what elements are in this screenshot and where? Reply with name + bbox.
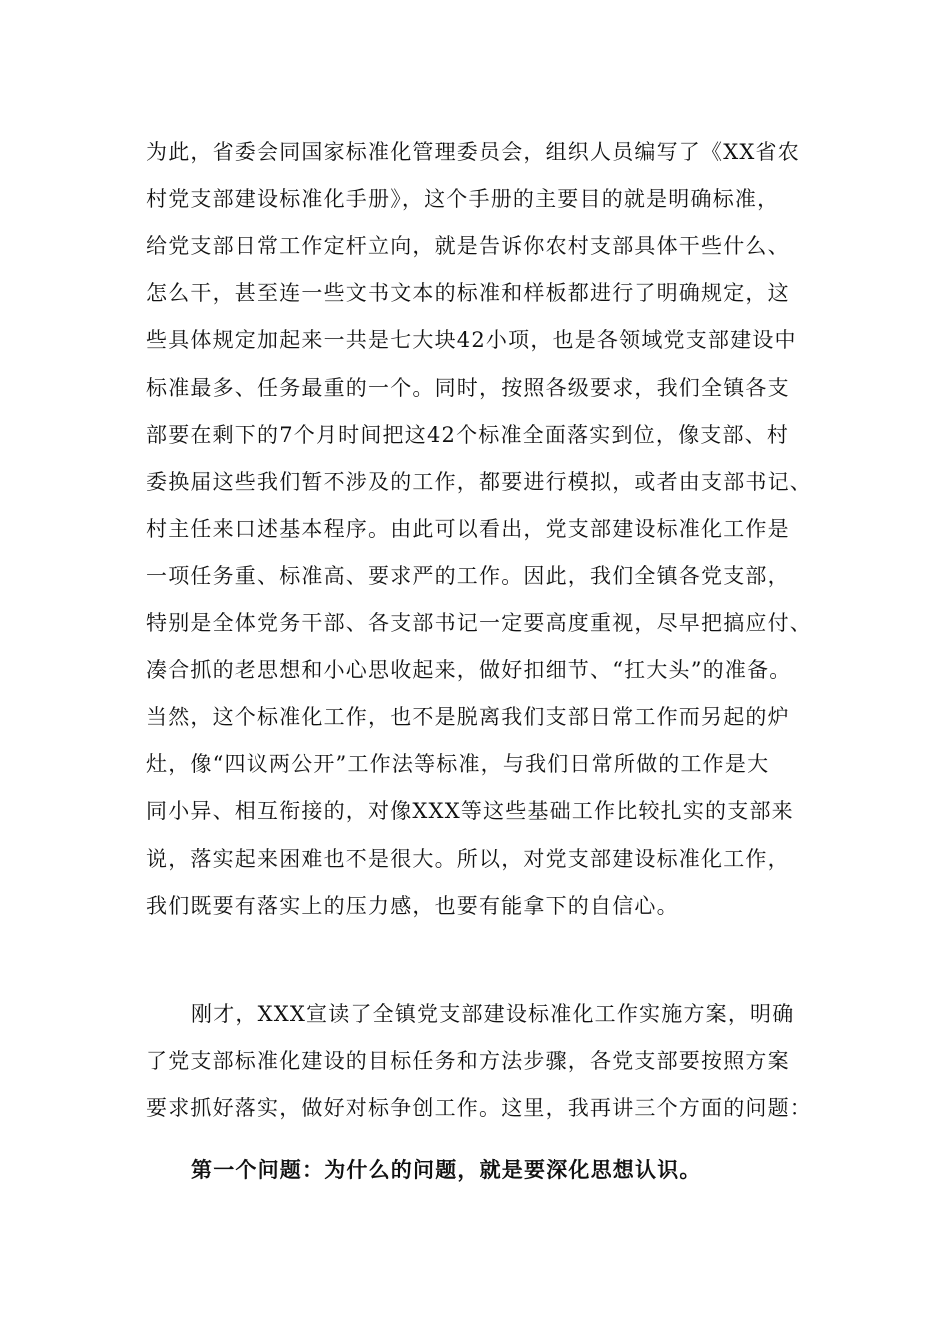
text-line: 要求抓好落实，做好对标争创工作。这里，我再讲三个方面的问题： <box>146 1096 812 1120</box>
text-line: 部要在剩下的7个月时间把这42个标准全面落实到位，像支部、村 <box>146 423 790 447</box>
text-line: 了党支部标准化建设的目标任务和方法步骤，各党支部要按照方案 <box>146 1049 790 1073</box>
text-line: 一项任务重、标准高、要求严的工作。因此，我们全镇各党支部， <box>146 564 790 588</box>
text-line: 灶，像“四议两公开”工作法等标准，与我们日常所做的工作是大 <box>146 752 770 776</box>
text-line: 怎么干，甚至连一些文书文本的标准和样板都进行了明确规定，这 <box>146 281 790 305</box>
text-line: 为此，省委会同国家标准化管理委员会，组织人员编写了《XX省农 <box>146 140 800 164</box>
text-line: 村党支部建设标准化手册》，这个手册的主要目的就是明确标准， <box>146 187 780 211</box>
text-line: 委换届这些我们暂不涉及的工作，都要进行模拟，或者由支部书记、 <box>146 470 812 494</box>
text-line: 特别是全体党务干部、各支部书记一定要高度重视，尽早把搞应付、 <box>146 611 812 635</box>
text-line: 给党支部日常工作定杆立向，就是告诉你农村支部具体干些什么、 <box>146 234 790 258</box>
text-line: 同小异、相互衔接的，对像XXX等这些基础工作比较扎实的支部来 <box>146 799 794 823</box>
text-line: 当然，这个标准化工作，也不是脱离我们支部日常工作而另起的炉 <box>146 705 790 729</box>
text-line: 些具体规定加起来一共是七大块42小项，也是各领域党支部建设中 <box>146 328 797 352</box>
text-line: 凑合抓的老思想和小心思收起来，做好扣细节、“扛大头”的准备。 <box>146 658 792 682</box>
section-heading: 第一个问题：为什么的问题，就是要深化思想认识。 <box>191 1157 702 1182</box>
text-line: 我们既要有落实上的压力感，也要有能拿下的自信心。 <box>146 894 679 918</box>
text-line: 说，落实起来困难也不是很大。所以，对党支部建设标准化工作， <box>146 847 790 871</box>
text-line: 村主任来口述基本程序。由此可以看出，党支部建设标准化工作是 <box>146 517 790 541</box>
text-line: 标准最多、任务最重的一个。同时，按照各级要求，我们全镇各支 <box>146 376 790 400</box>
text-line: 刚才，XXX宣读了全镇党支部建设标准化工作实施方案，明确 <box>191 1002 795 1026</box>
